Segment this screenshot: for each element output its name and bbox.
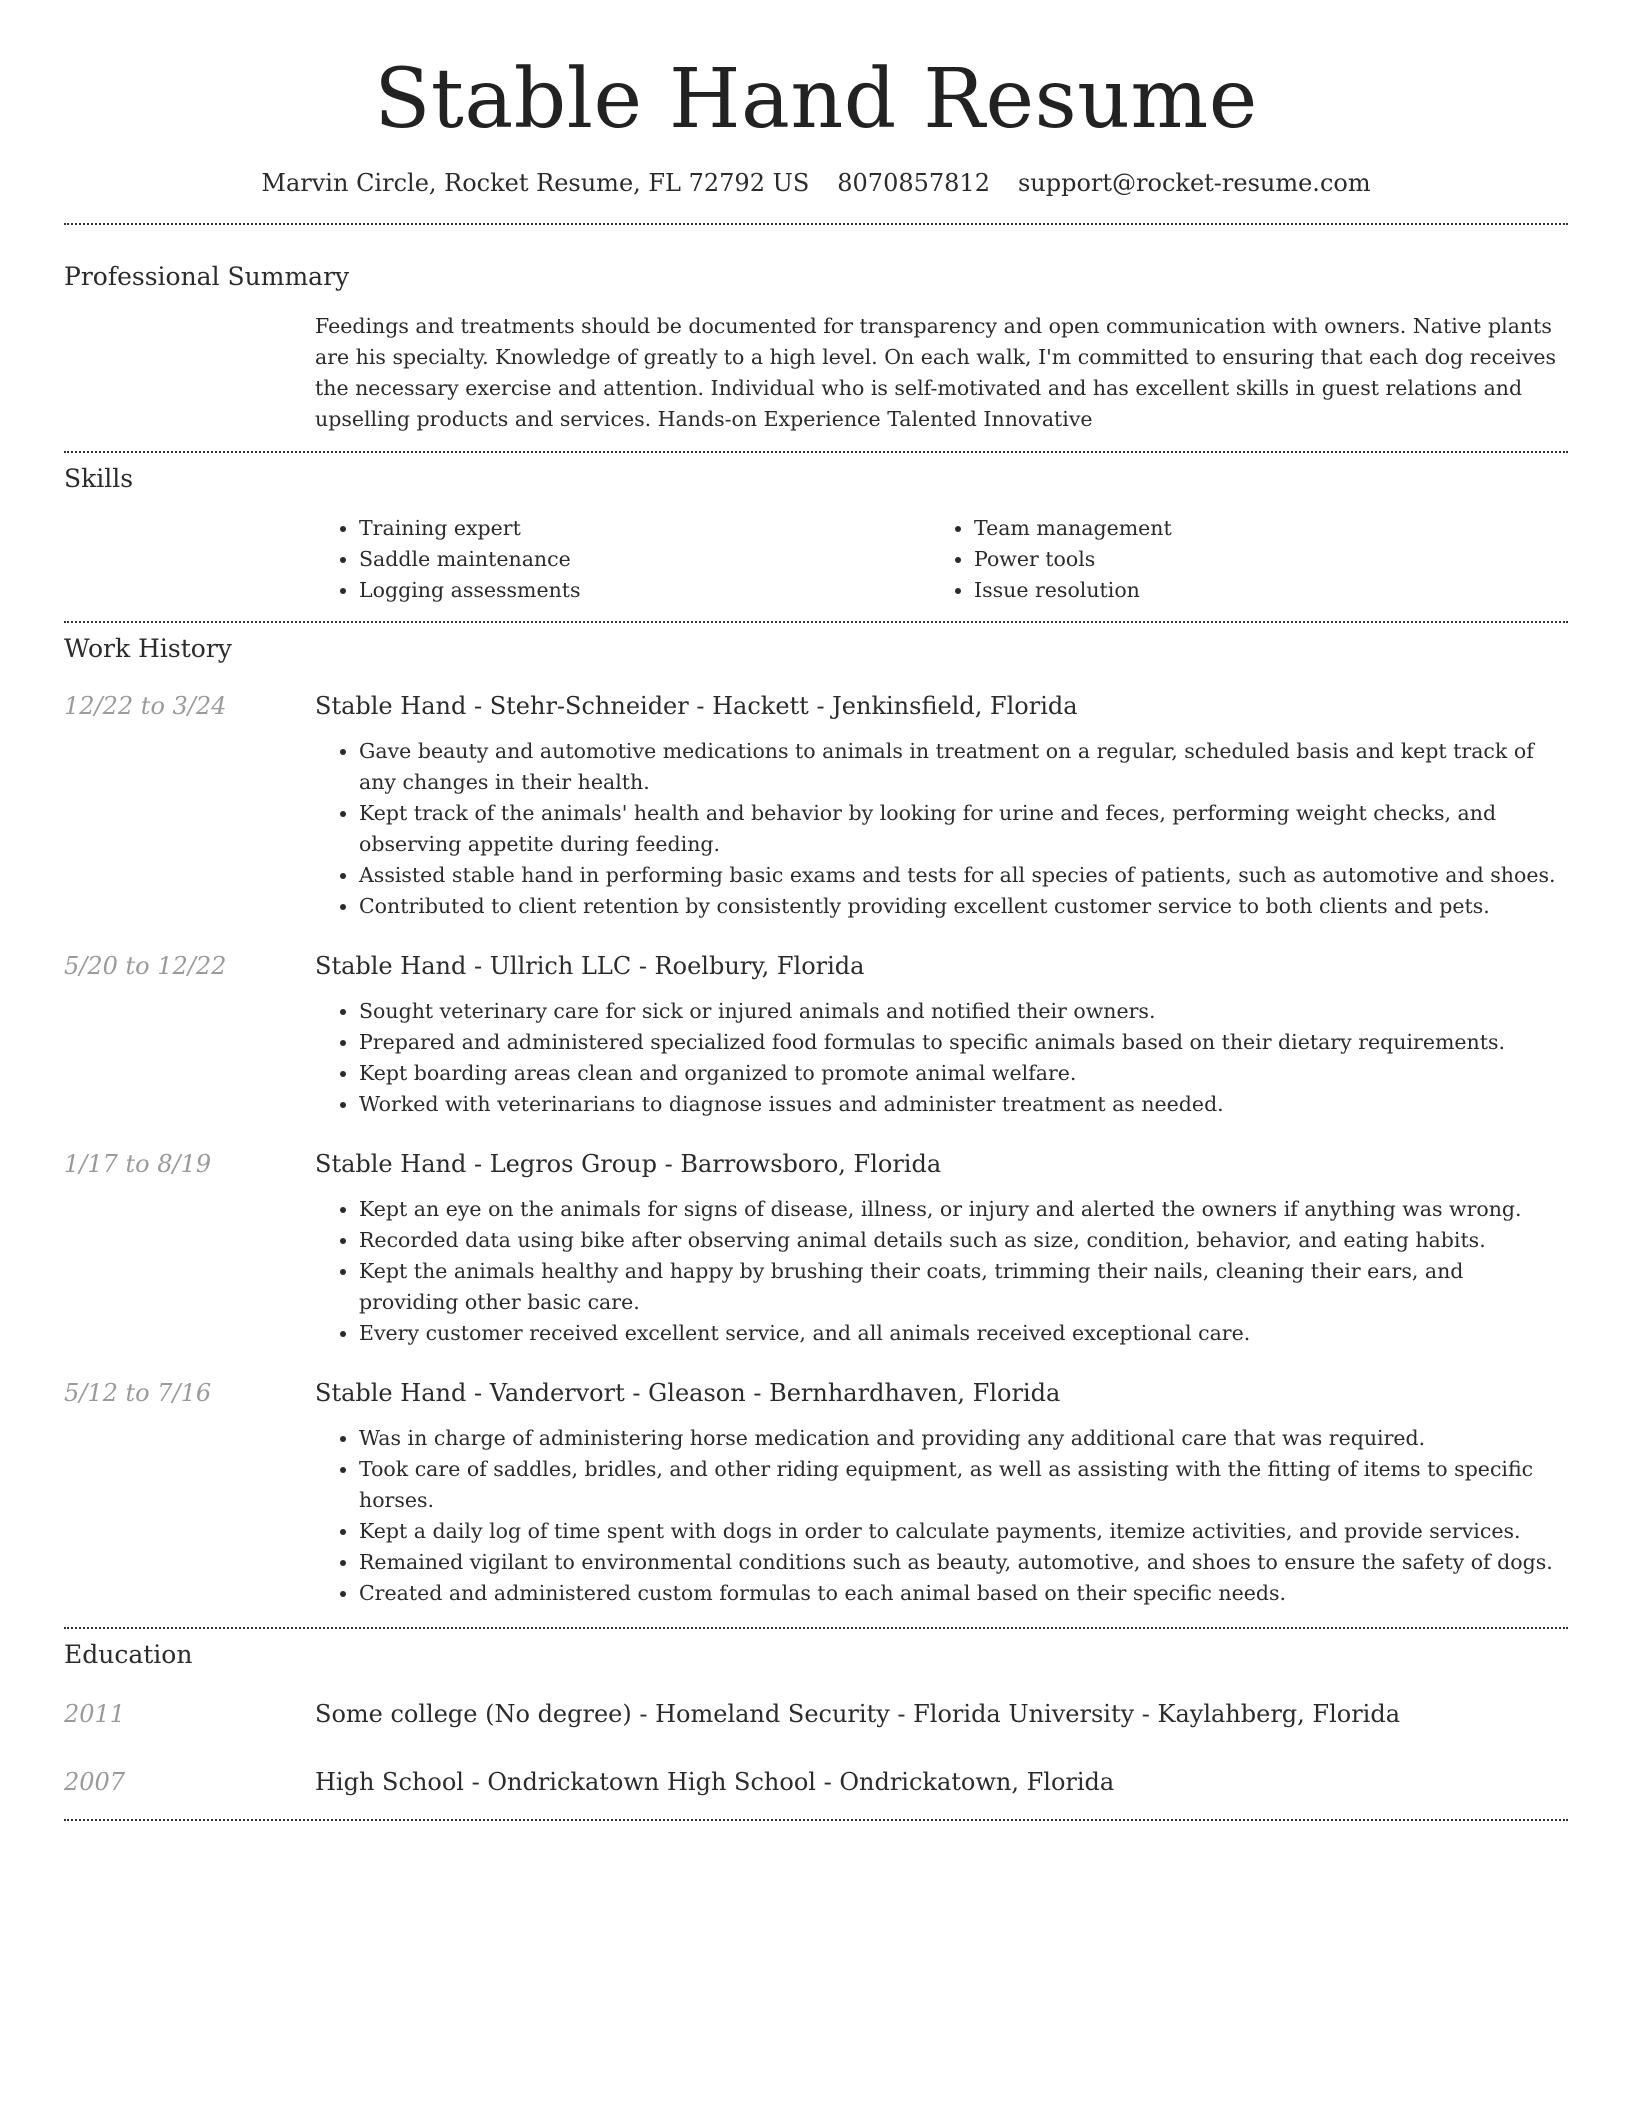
skill-item: • Team management	[974, 513, 1172, 544]
contact-address: Marvin Circle, Rocket Resume, FL 72792 US	[261, 169, 810, 197]
skill-item: • Power tools	[974, 544, 1172, 575]
job-title: Stable Hand - Stehr-Schneider - Hackett - Jenkinsfield, Florida	[315, 692, 1078, 720]
job-bullet: • Prepared and administered specialized food formulas to specific animals based on their dietary requirements.	[359, 1027, 1568, 1058]
job-dates: 1/17 to 8/19	[64, 1150, 212, 1178]
job-title: Stable Hand - Ullrich LLC - Roelbury, Florida	[315, 952, 865, 980]
job-bullet: • Worked with veterinarians to diagnose issues and administer treatment as needed.	[359, 1089, 1568, 1120]
job-bullet: • Kept track of the animals' health and behavior by looking for urine and feces, performing weight checks, and observing appetite during feeding.	[359, 798, 1568, 860]
summary-heading: Professional Summary	[64, 262, 350, 291]
education-text: Some college (No degree) - Homeland Security - Florida University - Kaylahberg, Florida	[315, 1700, 1401, 1728]
job-bullets	[315, 1194, 1568, 1349]
job-bullet: • Kept a daily log of time spent with dogs in order to calculate payments, itemize activities, and provide services.	[359, 1516, 1568, 1547]
skills-column-right	[930, 513, 1172, 606]
contact-phone: 8070857812	[837, 169, 990, 197]
education-heading: Education	[64, 1640, 193, 1669]
divider	[64, 1819, 1568, 1821]
job-bullet: • Recorded data using bike after observing animal details such as size, condition, behavior, and eating habits.	[359, 1225, 1568, 1256]
divider	[64, 621, 1568, 623]
job-bullet: • Kept an eye on the animals for signs of disease, illness, or injury and alerted the owners if anything was wrong.	[359, 1194, 1568, 1225]
skills-column-left	[315, 513, 930, 606]
divider	[64, 223, 1568, 225]
contact-line	[64, 166, 1568, 200]
education-year: 2011	[64, 1700, 126, 1728]
skill-item: • Saddle maintenance	[359, 544, 930, 575]
skills-heading: Skills	[64, 464, 134, 493]
job-bullet: • Took care of saddles, bridles, and other riding equipment, as well as assisting with the fitting of items to specific horses.	[359, 1454, 1568, 1516]
job-bullet: • Gave beauty and automotive medications to animals in treatment on a regular, scheduled basis and kept track of any changes in their health.	[359, 736, 1568, 798]
job-title: Stable Hand - Legros Group - Barrowsboro, Florida	[315, 1150, 942, 1178]
job-bullet: • Contributed to client retention by consistently providing excellent customer service to both clients and pets.	[359, 891, 1568, 922]
job-bullet: • Sought veterinary care for sick or injured animals and notified their owners.	[359, 996, 1568, 1027]
education-year: 2007	[64, 1768, 126, 1796]
resume-title: Stable Hand Resume	[374, 52, 1258, 147]
education-entry	[64, 1765, 1568, 1799]
divider	[64, 451, 1568, 453]
job-bullet: • Kept the animals healthy and happy by brushing their coats, trimming their nails, cleaning their ears, and providing other basic care.	[359, 1256, 1568, 1318]
education-text: High School - Ondrickatown High School - Ondrickatown, Florida	[315, 1768, 1115, 1796]
job-entry	[64, 1376, 1568, 1609]
job-dates: 12/22 to 3/24	[64, 692, 227, 720]
work-heading: Work History	[64, 634, 232, 663]
job-bullet: • Was in charge of administering horse medication and providing any additional care that was required.	[359, 1423, 1568, 1454]
job-bullets	[315, 1423, 1568, 1609]
summary-text: Feedings and treatments should be documented for transparency and open communication with owners. Native plants are his specialty. Knowledge of greatly to a high level. On each walk, I'm committed to ensuring that each dog receives the necessary exercise and attention. Individual who is self-motivated and has excellent skills in guest relations and upselling products and services. Hands-on Experience Talented Innovative	[315, 314, 1557, 431]
job-entry	[64, 949, 1568, 1120]
job-dates: 5/12 to 7/16	[64, 1379, 212, 1407]
resume-page	[64, 0, 1568, 1821]
divider	[64, 1627, 1568, 1629]
skill-item: • Training expert	[359, 513, 930, 544]
job-bullet: • Every customer received excellent service, and all animals received exceptional care.	[359, 1318, 1568, 1349]
job-bullet: • Remained vigilant to environmental conditions such as beauty, automotive, and shoes to ensure the safety of dogs.	[359, 1547, 1568, 1578]
job-title: Stable Hand - Vandervort - Gleason - Bernhardhaven, Florida	[315, 1379, 1061, 1407]
job-bullet: • Assisted stable hand in performing basic exams and tests for all species of patients, such as automotive and shoes.	[359, 860, 1568, 891]
skill-item: • Logging assessments	[359, 575, 930, 606]
job-bullets	[315, 736, 1568, 922]
skill-item: • Issue resolution	[974, 575, 1172, 606]
job-bullet: • Kept boarding areas clean and organized to promote animal welfare.	[359, 1058, 1568, 1089]
contact-email: support@rocket-resume.com	[1017, 169, 1371, 197]
job-bullet: • Created and administered custom formulas to each animal based on their specific needs.	[359, 1578, 1568, 1609]
skills-list	[315, 513, 1568, 606]
education-entry	[64, 1697, 1568, 1731]
job-bullets	[315, 996, 1568, 1120]
job-entry	[64, 1147, 1568, 1349]
job-dates: 5/20 to 12/22	[64, 952, 227, 980]
job-entry	[64, 689, 1568, 922]
